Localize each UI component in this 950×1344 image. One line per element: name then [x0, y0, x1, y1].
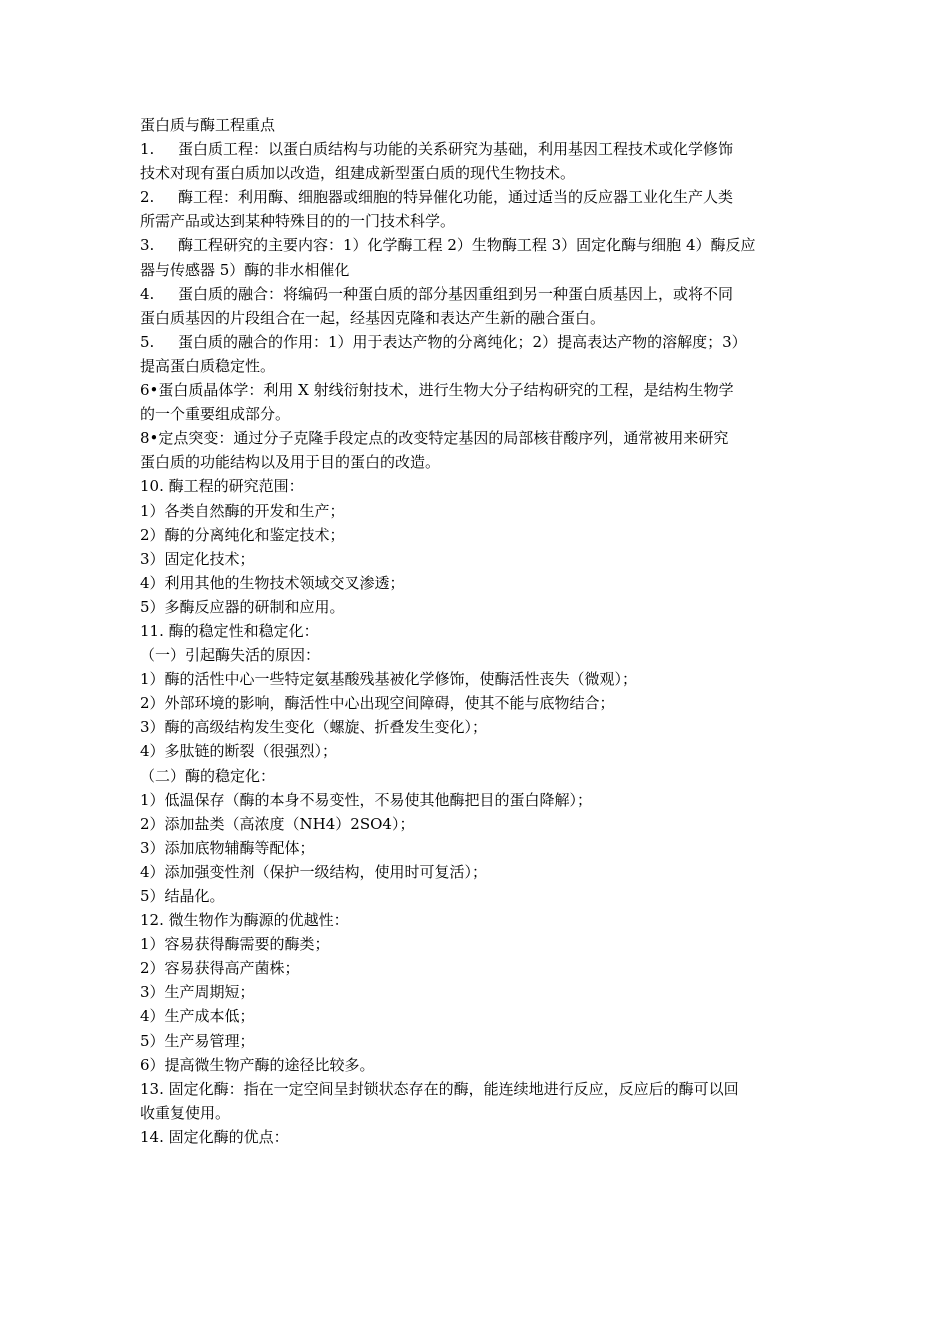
text-line: 蛋白质的功能结构以及用于目的蛋白的改造。 — [140, 453, 441, 472]
item-text: 蛋白质工程：以蛋白质结构与功能的关系研究为基础，利用基因工程技术或化学修饰 — [178, 140, 734, 159]
list-item: 4）添加强变性剂（保护一级结构，使用时可复活）； — [140, 862, 488, 881]
list-item: 1）低温保存（酶的本身不易变性，不易使其他酶把目的蛋白降解）； — [140, 790, 593, 809]
document-page — [140, 113, 820, 1149]
list-item: 2）容易获得高产菌株； — [140, 959, 300, 978]
numbered-item — [140, 330, 820, 378]
item-text: 蛋白质的融合的作用：1）用于表达产物的分离纯化；2）提高表达产物的溶解度；3） — [178, 332, 747, 351]
subsection-heading: （二）酶的稳定化： — [140, 766, 276, 785]
text-line: 收重复使用。 — [140, 1103, 231, 1122]
item-text: 蛋白质基因的片段组合在一起，经基因克隆和表达产生新的融合蛋白。 — [140, 308, 606, 327]
list-item: 5）多酶反应器的研制和应用。 — [140, 597, 345, 616]
list-item: 3）生产周期短； — [140, 983, 255, 1002]
numbered-item — [140, 185, 820, 233]
item-number: 4. — [140, 284, 155, 303]
item-text: 器与传感器 5）酶的非水相催化 — [140, 260, 350, 279]
item-number: 3. — [140, 236, 155, 255]
section-heading: 11. 酶的稳定性和稳定化： — [140, 621, 319, 640]
document-title: 蛋白质与酶工程重点 — [140, 116, 276, 134]
list-item: 4）利用其他的生物技术领域交叉渗透； — [140, 573, 405, 592]
text-line: 6•蛋白质晶体学：利用 X 射线衍射技术，进行生物大分子结构研究的工程，是结构生物学 — [140, 381, 734, 400]
list-item: 5）结晶化。 — [140, 887, 225, 905]
list-item: 3）酶的高级结构发生变化（螺旋、折叠发生变化）； — [140, 718, 488, 737]
list-item: 3）固定化技术； — [140, 549, 255, 568]
list-item: 4）多肽链的断裂（很强烈）； — [140, 742, 338, 761]
item-text: 酶工程研究的主要内容：1）化学酶工程 2）生物酶工程 3）固定化酶与细胞 4）酶反应 — [178, 236, 756, 255]
list-item: 6）提高微生物产酶的途径比较多。 — [140, 1055, 375, 1074]
text-line: 8•定点突变：通过分子克隆手段定点的改变特定基因的局部核苷酸序列，通常被用来研究 — [140, 429, 729, 448]
section-heading: 14. 固定化酶的优点： — [140, 1127, 289, 1146]
item-number: 1. — [140, 140, 155, 159]
list-item: 1）酶的活性中心一些特定氨基酸残基被化学修饰，使酶活性丧失（微观）； — [140, 670, 638, 689]
subsection-heading: （一）引起酶失活的原因： — [140, 646, 321, 665]
section-heading: 10. 酶工程的研究范围： — [140, 477, 304, 496]
numbered-item — [140, 233, 820, 281]
list-item: 1）容易获得酶需要的酶类； — [140, 935, 330, 954]
list-item: 2）外部环境的影响，酶活性中心出现空间障碍，使其不能与底物结合； — [140, 694, 615, 713]
list-item: 2）添加盐类（高浓度（NH4）2SO4）； — [140, 814, 415, 833]
text-line: 13. 固定化酶：指在一定空间呈封锁状态存在的酶，能连续地进行反应，反应后的酶可以回 — [140, 1079, 739, 1098]
item-text: 蛋白质的融合：将编码一种蛋白质的部分基因重组到另一种蛋白质基因上，或将不同 — [178, 284, 734, 303]
list-item: 4）生产成本低； — [140, 1007, 255, 1026]
item-number: 2. — [140, 188, 155, 207]
section-heading: 12. 微生物作为酶源的优越性： — [140, 911, 349, 930]
list-item: 5）生产易管理； — [140, 1031, 255, 1050]
numbered-item — [140, 282, 820, 330]
list-item: 1）各类自然酶的开发和生产； — [140, 501, 345, 520]
item-number: 5. — [140, 332, 155, 351]
text-line: 的一个重要组成部分。 — [140, 405, 291, 424]
item-text: 酶工程：利用酶、细胞器或细胞的特异催化功能，通过适当的反应器工业化生产人类 — [178, 188, 734, 207]
list-item: 3）添加底物辅酶等配体； — [140, 838, 315, 857]
item-text: 提高蛋白质稳定性。 — [140, 356, 276, 375]
item-text: 技术对现有蛋白质加以改造，组建成新型蛋白质的现代生物技术。 — [140, 164, 576, 183]
numbered-item — [140, 137, 820, 185]
item-text: 所需产品或达到某种特殊目的的一门技术科学。 — [140, 212, 456, 231]
list-item: 2）酶的分离纯化和鉴定技术； — [140, 525, 345, 544]
